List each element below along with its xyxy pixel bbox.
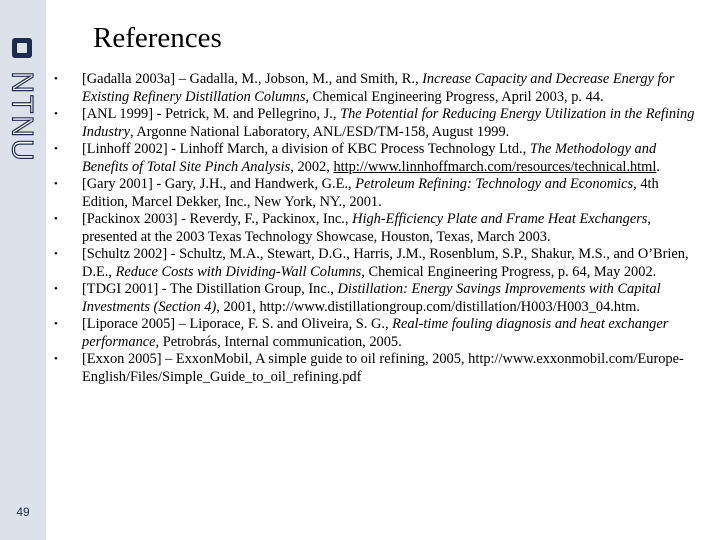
reference-title: Reduce Costs with Dividing-Wall Columns xyxy=(115,263,362,280)
reference-source: , Chemical Engineering Progress, April 2003, p. 44. xyxy=(305,88,604,105)
list-item xyxy=(54,281,704,316)
reference-title: Real-time fouling diagnosis and heat exchanger performance xyxy=(82,316,669,350)
reference-text xyxy=(82,351,704,386)
reference-text xyxy=(82,106,704,141)
reference-source: , Argonne National Laboratory, ANL/ESD/TM-158, August 1999. xyxy=(129,123,510,140)
reference-title: The Methodology and Benefits of Total Site Pinch Analysis xyxy=(82,141,657,175)
reference-citation: [Schultz 2002] - Schultz, M.A., Stewart, D.G., Harris, J.M., Rosenblum, S.P., Shakur, M.S., and O’Brien, D.E., xyxy=(82,246,689,280)
reference-citation: [Linhoff 2002] - Linhoff March, a division of KBC Process Technology Ltd., xyxy=(82,141,530,157)
reference-list xyxy=(54,71,704,386)
reference-source: , presented at the 2003 Texas Technology Showcase, Houston, Texas, March 2003. xyxy=(82,211,652,245)
reference-source: 4th Edition, Marcel Dekker, Inc., New York, NY., 2001. xyxy=(82,176,659,210)
reference-citation: [Gary 2001] - Gary, J.H., and Handwerk, G.E., xyxy=(82,176,356,192)
reference-citation: [Exxon 2005] – ExxonMobil, A simple guide to oil refining, 2005, http://www.exxonmobil.com/Europe-English/Files/Simple_Guide_to_oil_refining.pdf xyxy=(82,351,684,385)
bullet-icon: • xyxy=(54,143,58,155)
reference-title: The Potential for Reducing Energy Utilization in the Refining Industry xyxy=(82,106,695,140)
bullet-icon: • xyxy=(54,73,58,85)
reference-text xyxy=(82,246,704,281)
reference-citation: [Gadalla 2003a] – Gadalla, M., Jobson, M., and Smith, R., xyxy=(82,71,423,87)
reference-title: Petroleum Refining: Technology and Economics, xyxy=(355,176,637,192)
ntnu-logo-icon xyxy=(12,38,32,58)
list-item xyxy=(54,141,704,176)
bullet-icon: • xyxy=(54,283,58,295)
reference-text xyxy=(82,316,704,351)
sidebar xyxy=(0,0,46,540)
page-number: 49 xyxy=(16,505,30,519)
ntnu-logo xyxy=(5,62,39,172)
reference-text xyxy=(82,141,704,176)
reference-text xyxy=(82,281,704,316)
bullet-icon: • xyxy=(54,248,58,260)
logo-text: NTNU xyxy=(6,71,40,163)
reference-source: , 2001, http://www.distillationgroup.com/distillation/H003/H003_04.htm. xyxy=(216,298,640,315)
list-item xyxy=(54,71,704,106)
page-title: References xyxy=(93,22,222,54)
bullet-icon: • xyxy=(54,108,58,120)
bullet-icon: • xyxy=(54,213,58,225)
list-item xyxy=(54,106,704,141)
reference-citation: [Liporace 2005] – Liporace, F. S. and Oliveira, S. G., xyxy=(82,316,393,332)
reference-source: , Petrobrás, Internal communication, 2005. xyxy=(155,333,402,350)
reference-citation: [TDGI 2001] - The Distillation Group, Inc., xyxy=(82,281,338,297)
list-item xyxy=(54,176,704,211)
bullet-icon: • xyxy=(54,353,58,365)
reference-source: , 2002, xyxy=(290,158,334,175)
reference-link[interactable]: http://www.linnhoffmarch.com/resources/technical.html xyxy=(333,158,657,175)
list-item xyxy=(54,316,704,351)
list-item xyxy=(54,211,704,246)
reference-text xyxy=(82,71,704,106)
reference-citation: [Packinox 2003] - Reverdy, F., Packinox, Inc., xyxy=(82,211,353,227)
reference-title: Increase Capacity and Decrease Energy for Existing Refinery Distillation Columns xyxy=(82,71,675,105)
reference-title: Distillation: Energy Savings Improvements with Capital Investments (Section 4) xyxy=(82,281,661,315)
reference-text xyxy=(82,176,704,211)
list-item xyxy=(54,351,704,386)
reference-text xyxy=(82,211,704,246)
reference-citation: [ANL 1999] - Petrick, M. and Pellegrino, J., xyxy=(82,106,341,122)
list-item xyxy=(54,246,704,281)
bullet-icon: • xyxy=(54,318,58,330)
bullet-icon: • xyxy=(54,178,58,190)
reference-end: . xyxy=(656,158,660,175)
reference-source: , Chemical Engineering Progress, p. 64, May 2002. xyxy=(361,263,657,280)
reference-title: High-Efficiency Plate and Frame Heat Exchangers xyxy=(352,211,648,227)
